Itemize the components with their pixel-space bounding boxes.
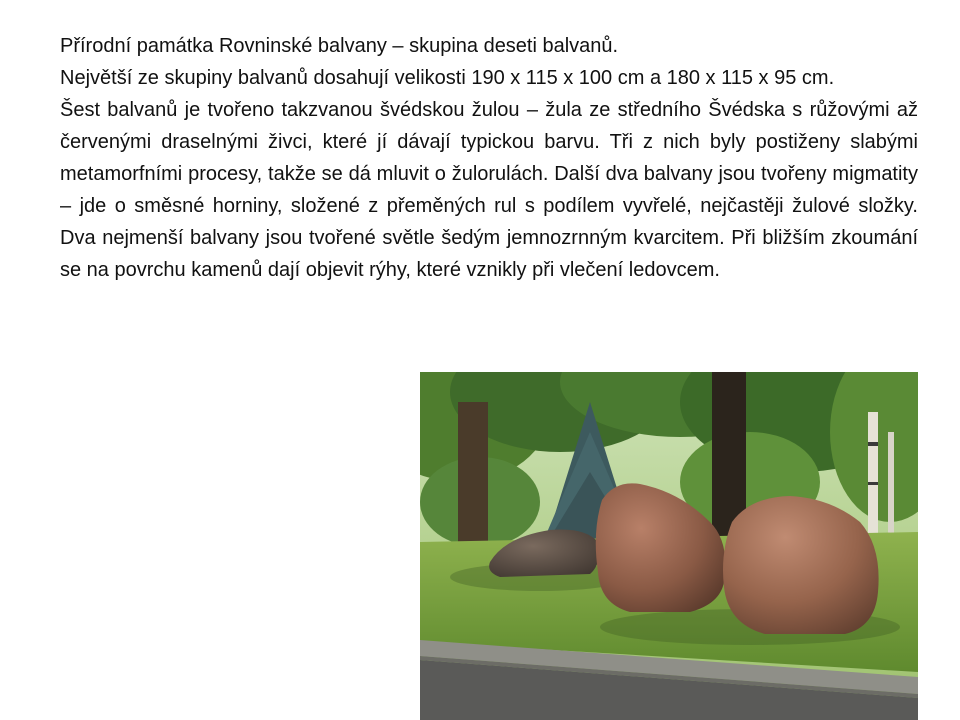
paragraph-geology: Šest balvanů je tvořeno takzvanou švédskou žulou – žula ze středního Švédska s růžovými až červenými draselnými živci, které jí dávají typickou barvu. Tři z nich byly postiženy slabými metamorfními procesy, takže se dá mluvit o žulorulách. Další dva balvany jsou tvořeny migmatity – jde o směsné horniny, složené z přeměných rul s podílem vyvřelé, nejčastěji žulové složky. Dva nejmenší balvany jsou tvořené světle šedým jemnozrnným kvarcitem. Při bližším zkoumání se na povrchu kamenů dají objevit rýhy, které vznikly při vlečení ledovcem. [60,99,918,281]
boulders-photo [420,372,918,720]
slide-text [60,30,918,286]
boulders-photo-illustration [420,372,918,720]
paragraph-intro: Přírodní památka Rovninské balvany – skupina deseti balvanů. [60,35,619,57]
paragraph-sizes: Největší ze skupiny balvanů dosahují velikosti 190 x 115 x 100 cm a 180 x 115 x 95 cm. [60,67,835,89]
